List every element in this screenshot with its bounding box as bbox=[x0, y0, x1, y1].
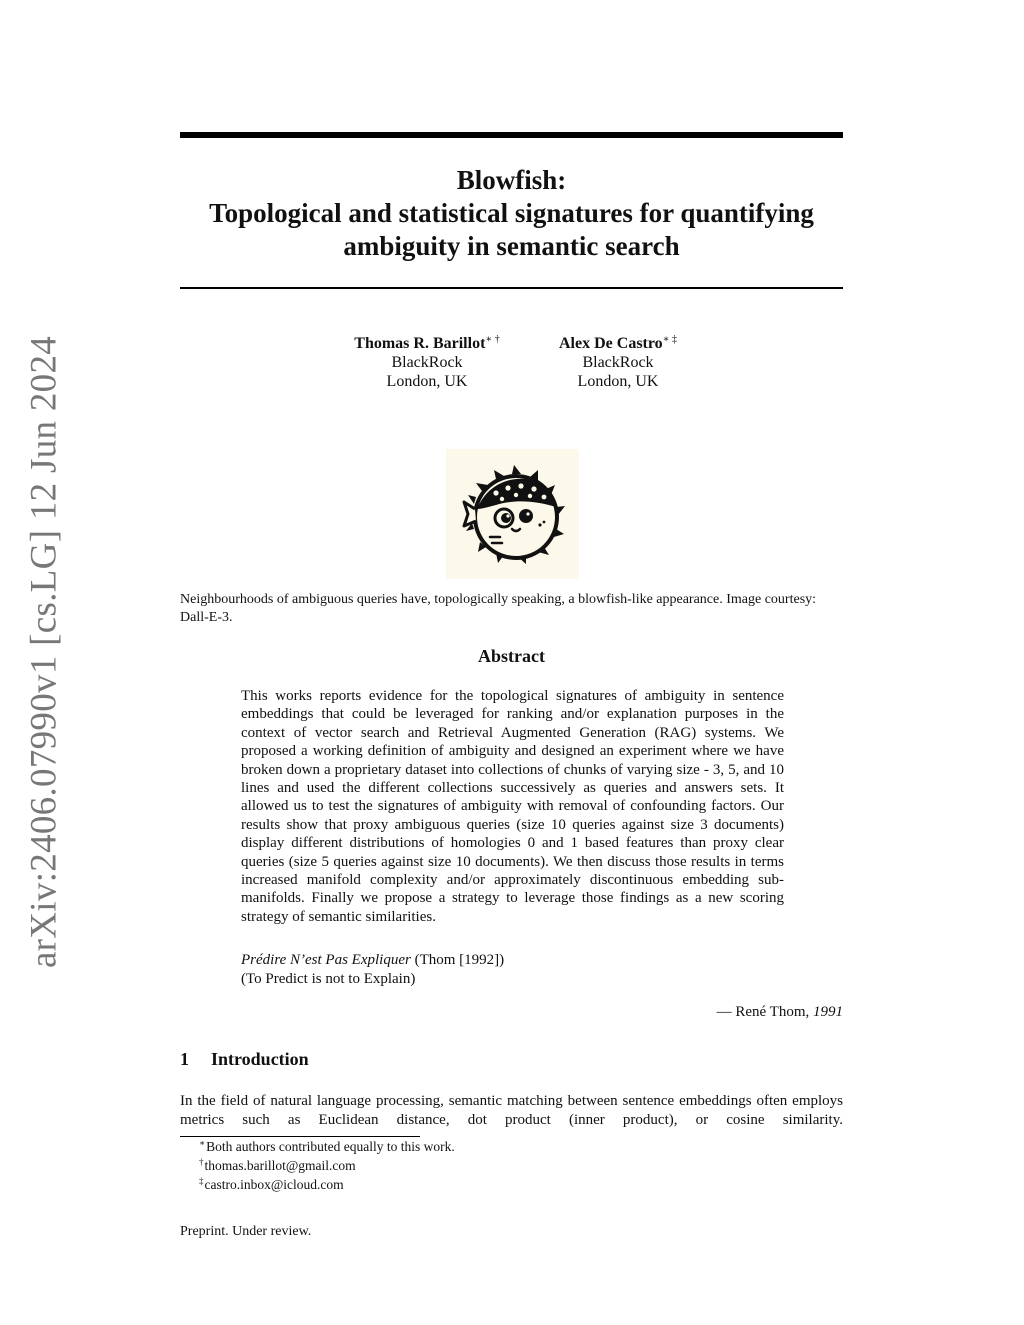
author-name: Thomas R. Barillot bbox=[354, 335, 486, 352]
title-line-2: Topological and statistical signatures for quantifying bbox=[209, 198, 814, 228]
abstract-text: This works reports evidence for the topological signatures of ambiguity in sentence embeddings that could be leveraged for ranking and/or explanation purposes in the context of vector search and Retrieval Augmented Generation (RAG) systems. We proposed a working definition of ambiguity and designed an experiment where we have broken down a proprietary dataset into collections of chunks of varying size - 3, 5, and 10 lines and used the different collections successively as queries and answers sets. It allowed us to test the signatures of ambiguity with removal of confounding factors. Our results show that proxy ambiguous queries (size 10 queries against size 3 documents) display different distributions of homologies 0 and 1 based features than proxy clear queries (size 5 queries against size 10 documents). We then discuss those results in terms increased manifold complexity and/or approximately discontinuous embedding sub-manifolds. Finally we propose a strategy to leverage those findings as a new scoring strategy of semantic similarities. bbox=[241, 688, 784, 925]
page-footer: Preprint. Under review. bbox=[180, 1224, 312, 1239]
blowfish-icon bbox=[446, 449, 579, 579]
intro-paragraph: In the field of natural language processing, semantic matching between sentence embeddings often employs metrics such as Euclidean distance, dot product (inner product), or cosine similarity. bbox=[180, 1093, 843, 1128]
figure-caption: Neighbourhoods of ambiguous queries have, topologically speaking, a blowfish-like appearance. Image courtesy: Dall-E-3. bbox=[180, 592, 817, 625]
footnote-text: Both authors contributed equally to this work. bbox=[206, 1139, 455, 1154]
attribution-year: 1991 bbox=[813, 1004, 843, 1020]
footnote bbox=[199, 1157, 356, 1174]
author-block-2 bbox=[518, 334, 718, 391]
title-line-3: ambiguity in semantic search bbox=[343, 231, 680, 261]
footnote bbox=[199, 1176, 344, 1193]
author-org: BlackRock bbox=[582, 354, 654, 371]
epigraph bbox=[241, 951, 504, 989]
epigraph-quote: Prédire N’est Pas Expliquer bbox=[241, 952, 411, 968]
author-org: BlackRock bbox=[391, 354, 463, 371]
author-name: Alex De Castro bbox=[559, 335, 663, 352]
section-number: 1 bbox=[180, 1049, 189, 1069]
footnote-mark: ‡ bbox=[199, 1176, 204, 1186]
footnote-mark: † bbox=[199, 1157, 204, 1167]
title-bottom-rule bbox=[180, 287, 843, 289]
footnote-mark: ∗ bbox=[199, 1138, 206, 1148]
footnote bbox=[199, 1138, 455, 1155]
author-location: London, UK bbox=[577, 373, 659, 390]
attribution-author: — René Thom, bbox=[716, 1004, 813, 1020]
section-title: Introduction bbox=[211, 1049, 309, 1069]
abstract-heading: Abstract bbox=[478, 646, 545, 666]
epigraph-reference: (Thom [1992]) bbox=[410, 952, 505, 968]
arxiv-stamp: arXiv:2406.07990v1 [cs.LG] 12 Jun 2024 bbox=[23, 335, 65, 969]
footnote-text: castro.inbox@icloud.com bbox=[204, 1177, 344, 1192]
author-marks: ∗ ‡ bbox=[662, 334, 677, 345]
section-heading bbox=[180, 1049, 309, 1070]
epigraph-attribution bbox=[717, 1004, 843, 1021]
paper-title bbox=[180, 164, 843, 263]
author-marks: ∗ † bbox=[485, 334, 500, 345]
author-block-1 bbox=[322, 334, 532, 391]
blowfish-figure bbox=[446, 449, 579, 579]
author-location: London, UK bbox=[386, 373, 468, 390]
epigraph-translation: (To Predict is not to Explain) bbox=[241, 971, 416, 987]
footnote-rule bbox=[180, 1136, 420, 1137]
footnote-text: thomas.barillot@gmail.com bbox=[204, 1158, 356, 1173]
title-top-rule bbox=[180, 132, 843, 138]
title-line-1: Blowfish: bbox=[456, 165, 567, 195]
